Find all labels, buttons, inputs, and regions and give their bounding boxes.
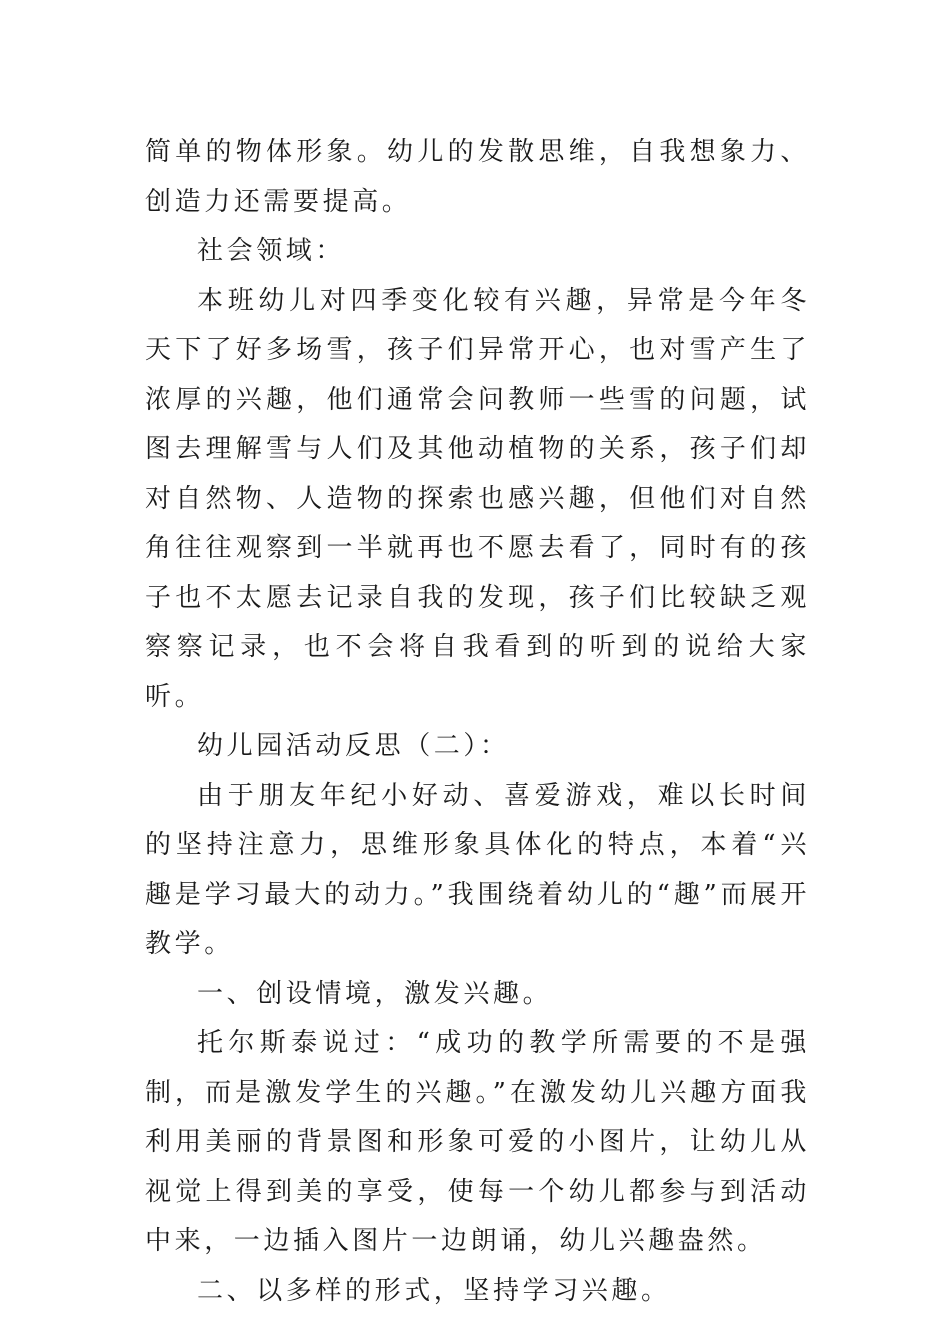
document-page <box>145 128 810 1316</box>
paragraph-7: 托尔斯泰说过：“成功的教学所需要的不是强制，而是激发学生的兴趣。”在激发幼儿兴趣方面我利用美丽的背景图和形象可爱的小图片，让幼儿从视觉上得到美的享受，使每一个幼儿都参与到活动中来，一边插入图片一边朗诵，幼儿兴趣盎然。 <box>145 1028 810 1256</box>
paragraph-8: 二、以多样的形式，坚持学习兴趣。 <box>197 1275 671 1306</box>
paragraph-5: 由于朋友年纪小好动、喜爱游戏，难以长时间的坚持注意力，思维形象具体化的特点，本着“兴趣是学习最大的动力。”我围绕着幼儿的“趣”而展开教学。 <box>145 780 810 959</box>
paragraph-3: 本班幼儿对四季变化较有兴趣，异常是今年冬天下了好多场雪，孩子们异常开心，也对雪产生了浓厚的兴趣，他们通常会问教师一些雪的问题，试图去理解雪与人们及其他动植物的关系，孩子们却对自然物、人造物的探索也感兴趣，但他们对自然角往往观察到一半就再也不愿去看了，同时有的孩子也不太愿去记录自我的发现，孩子们比较缺乏观察察记录，也不会将自我看到的听到的说给大家听。 <box>145 285 810 712</box>
paragraph-1: 简单的物体形象。幼儿的发散思维，自我想象力、创造力还需要提高。 <box>145 137 810 217</box>
paragraph-6: 一、创设情境，激发兴趣。 <box>197 978 553 1009</box>
paragraph-4: 幼儿园活动反思（二）： <box>197 731 510 761</box>
paragraph-2: 社会领域： <box>197 236 346 266</box>
